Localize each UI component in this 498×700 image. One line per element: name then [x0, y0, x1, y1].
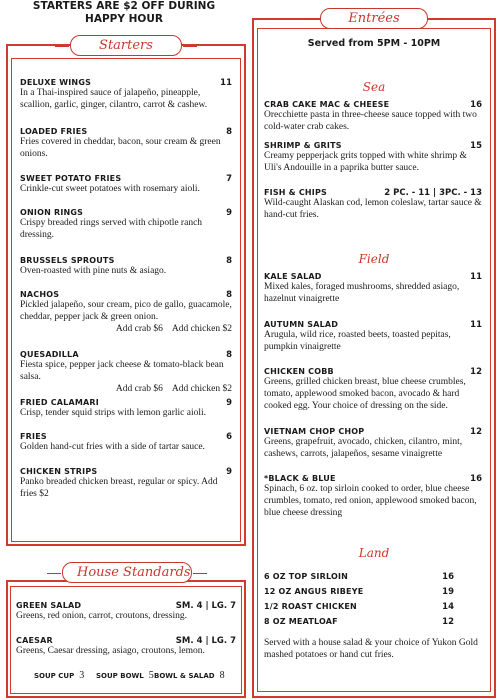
item-name: NACHOS	[20, 290, 60, 299]
item-description: Fiesta spice, pepper jack cheese & tomato-black bean salsa.	[20, 360, 224, 382]
menu-item-crab-cake-mac-cheese	[264, 100, 482, 133]
entrees-title: Entrées	[348, 11, 400, 26]
item-name: CHICKEN STRIPS	[20, 467, 98, 476]
item-name: VIETNAM CHOP CHOP	[264, 427, 365, 436]
menu-item-caesar	[16, 636, 236, 657]
item-description: Greens, grapefruit, avocado, chicken, cilantro, mint, cashews, carrots, jalapeños, sesame vinaigrette	[264, 437, 463, 459]
menu-item-1-2-roast-chicken	[264, 602, 454, 611]
item-description: Mixed kales, foraged mushrooms, shredded asiago, hazelnut vinaigrette	[264, 282, 460, 304]
soup-option-price: 3	[79, 670, 85, 681]
item-price: 9	[226, 467, 232, 477]
item-name: CRAB CAKE MAC & CHEESE	[264, 100, 390, 109]
menu-item-black-blue	[264, 474, 482, 519]
soup-option-soup-bowl	[96, 670, 154, 681]
item-name: SWEET POTATO FRIES	[20, 174, 122, 183]
item-name: DELUXE WINGS	[20, 78, 92, 87]
item-name: 6 OZ TOP SIRLOIN	[264, 572, 349, 581]
item-description: Fries covered in cheddar, bacon, sour cream & green onions.	[20, 137, 221, 159]
item-name: KALE SALAD	[264, 272, 322, 281]
soup-option-name: SOUP CUP	[34, 672, 75, 680]
item-price: 11	[470, 272, 482, 282]
menu-item-vietnam-chop-chop	[264, 427, 482, 460]
item-name: 12 OZ ANGUS RIBEYE	[264, 587, 364, 596]
item-name: 1/2 ROAST CHICKEN	[264, 602, 357, 611]
item-price: 12	[470, 427, 482, 437]
item-name: FISH & CHIPS	[264, 188, 328, 197]
item-price: 9	[226, 208, 232, 218]
item-price: 15	[470, 141, 482, 151]
item-addon: Add crab $6 Add chicken $2	[115, 324, 232, 334]
soup-option-price: 8	[219, 670, 225, 681]
menu-item-nachos	[20, 290, 232, 335]
soup-option-name: BOWL & SALAD	[154, 672, 215, 680]
item-description: Crinkle-cut sweet potatoes with rosemary aioli.	[20, 184, 200, 194]
item-price: 16	[470, 100, 482, 110]
item-price: 2 PC. - 11 | 3PC. - 13	[384, 188, 482, 198]
soup-option-price: 5	[148, 670, 154, 681]
menu-item-chicken-strips	[20, 467, 232, 500]
item-description: Greens, red onion, carrot, croutons, dressing.	[16, 611, 187, 621]
item-addon: Add crab $6 Add chicken $2	[115, 384, 232, 394]
menu-item-loaded-fries	[20, 127, 232, 160]
menu-item-green-salad	[16, 601, 236, 622]
starters-title: Starters	[99, 38, 153, 53]
item-price: 11	[470, 320, 482, 330]
item-price: 16	[470, 474, 482, 484]
menu-item-6-oz-top-sirloin	[264, 572, 454, 581]
item-description: Spinach, 6 oz. top sirloin cooked to order, blue cheese crumbles, tomato, red onion, applewood smoked bacon, blue cheese dressing	[264, 484, 477, 518]
menu-item-fried-calamari	[20, 398, 232, 419]
item-description: Panko breaded chicken breast, regular or spicy. Add fries $2	[20, 477, 218, 499]
menu-item-kale-salad	[264, 272, 482, 305]
happy-hour-header: STARTERS ARE $2 OFF DURING HAPPY HOUR	[32, 0, 216, 25]
house-standards-banner	[62, 562, 192, 583]
menu-item-autumn-salad	[264, 320, 482, 353]
item-price: 8	[226, 350, 232, 360]
item-price: 16	[442, 572, 454, 582]
item-name: ONION RINGS	[20, 208, 84, 217]
item-description: Pickled jalapeño, sour cream, pico de gallo, guacamole, cheddar, pepper jack & green onion.	[20, 300, 232, 322]
item-price: 8	[226, 290, 232, 300]
item-name: FRIED CALAMARI	[20, 398, 99, 407]
item-description: Creamy pepperjack grits topped with white shrimp & Uli's Andouille in a paprika butter sauce.	[264, 151, 467, 173]
soup-option-soup-cup	[34, 670, 84, 681]
item-name: *BLACK & BLUE	[264, 474, 336, 483]
item-price: 9	[226, 398, 232, 408]
item-name: CHICKEN COBB	[264, 367, 334, 376]
item-price: 6	[226, 432, 232, 442]
soup-option-name: SOUP BOWL	[96, 672, 144, 680]
soup-option-bowl-salad	[154, 670, 225, 681]
item-price: 14	[442, 602, 454, 612]
item-name: 8 OZ MEATLOAF	[264, 617, 338, 626]
menu-item-brussels-sprouts	[20, 256, 232, 277]
item-description: Arugula, wild rice, roasted beets, toasted pepitas, pumpkin vinaigrette	[264, 330, 451, 352]
item-description: Crispy breaded rings served with chipotle ranch dressing.	[20, 218, 203, 240]
menu-item-quesadilla	[20, 350, 232, 395]
field-section-title: Field	[255, 252, 493, 266]
menu-item-sweet-potato-fries	[20, 174, 232, 195]
house-standards-title: House Standards	[77, 565, 191, 580]
menu-item-onion-rings	[20, 208, 232, 241]
land-section-title: Land	[255, 546, 493, 560]
item-price: 7	[226, 174, 232, 184]
item-description: In a Thai-inspired sauce of jalapeño, pineapple, scallion, garlic, ginger, cilantro, carrot & cashew.	[20, 88, 208, 110]
item-description: Golden hand-cut fries with a side of tartar sauce.	[20, 442, 205, 452]
menu-item-fries	[20, 432, 232, 453]
item-name: FRIES	[20, 432, 47, 441]
item-price: SM. 4 | LG. 7	[175, 636, 236, 646]
entrees-banner	[320, 8, 428, 29]
menu-item-deluxe-wings	[20, 78, 232, 111]
item-name: QUESADILLA	[20, 350, 79, 359]
menu-item-fish-chips	[264, 188, 482, 221]
item-name: AUTUMN SALAD	[264, 320, 339, 329]
item-description: Wild-caught Alaskan cod, lemon coleslaw, tartar sauce & hand-cut fries.	[264, 198, 482, 220]
item-name: GREEN SALAD	[16, 601, 82, 610]
item-name: BRUSSELS SPROUTS	[20, 256, 115, 265]
item-price: 11	[220, 78, 232, 88]
item-price: 12	[442, 617, 454, 627]
menu-item-shrimp-grits	[264, 141, 482, 174]
item-price: 8	[226, 127, 232, 137]
menu-item-12-oz-angus-ribeye	[264, 587, 454, 596]
item-price: 8	[226, 256, 232, 266]
item-name: LOADED FRIES	[20, 127, 88, 136]
item-description: Greens, Caesar dressing, asiago, croutons, lemon.	[16, 646, 205, 656]
item-description: Greens, grilled chicken breast, blue cheese crumbles, tomato, applewood smoked bacon, avocado & hard cooked egg. Your choice of dressing on the side.	[264, 377, 466, 411]
item-price: SM. 4 | LG. 7	[175, 601, 236, 611]
menu-item-chicken-cobb	[264, 367, 482, 412]
starters-banner	[70, 35, 182, 56]
sea-section-title: Sea	[255, 80, 493, 94]
item-price: 19	[442, 587, 454, 597]
item-description: Crisp, tender squid strips with lemon garlic aioli.	[20, 408, 207, 418]
entrees-served-hours: Served from 5PM - 10PM	[307, 38, 441, 49]
item-name: CAESAR	[16, 636, 53, 645]
item-description: Orecchiette pasta in three-cheese sauce topped with two cold-water crab cakes.	[264, 110, 477, 132]
land-served-with-note: Served with a house salad & your choice of Yukon Gold mashed potatoes or hand cut fries.	[264, 638, 478, 660]
menu-item-8-oz-meatloaf	[264, 617, 454, 626]
item-name: SHRIMP & GRITS	[264, 141, 342, 150]
item-price: 12	[470, 367, 482, 377]
item-description: Oven-roasted with pine nuts & asiago.	[20, 266, 167, 276]
